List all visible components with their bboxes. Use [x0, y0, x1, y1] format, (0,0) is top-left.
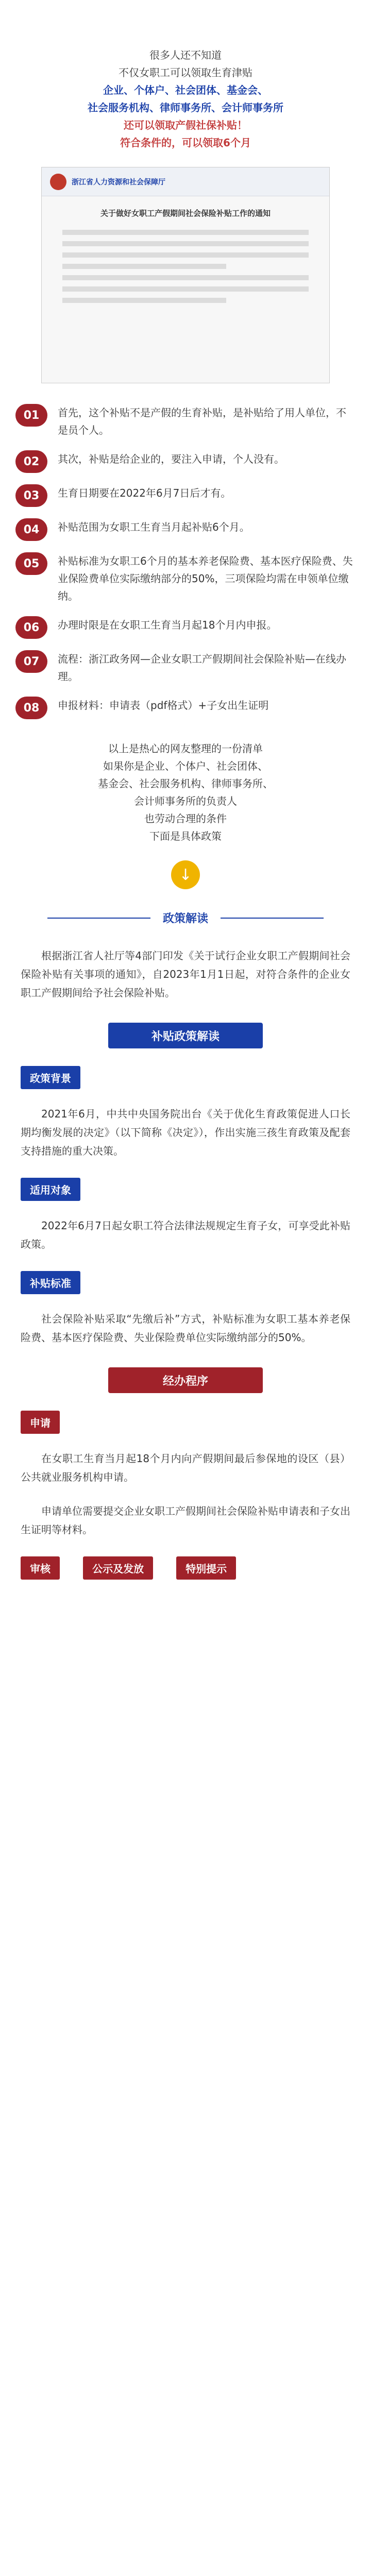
text-placeholder-line — [62, 230, 309, 235]
intro-line: 企业、个体户、社会团体、基金会、 — [103, 84, 268, 96]
text-placeholder-line — [62, 275, 309, 280]
summary-line: 以上是热心的网友整理的一份清单 — [108, 742, 263, 755]
summary-line: 会计师事务所的负责人 — [134, 795, 237, 807]
section-title-policy — [0, 905, 371, 931]
step-text: 生育日期要在2022年6月7日后才有。 — [58, 487, 231, 499]
intro-line: 不仅女职工可以领取生育津贴 — [119, 66, 252, 79]
summary-line: 下面是具体政策 — [149, 830, 222, 842]
summary-line: 如果你是企业、个体户、社会团体、 — [103, 760, 268, 772]
step-number: 06 — [15, 616, 47, 639]
divider — [221, 918, 324, 919]
section-banner-subsidy: 补贴政策解读 — [108, 1023, 263, 1048]
text-placeholder-line — [62, 252, 309, 258]
step-text: 办理时限是在女职工生育当月起18个月内申报。 — [58, 619, 277, 631]
section-tag: 特别提示 — [176, 1556, 236, 1580]
step-number: 02 — [15, 450, 47, 473]
step-number: 08 — [15, 697, 47, 719]
step-number: 01 — [15, 404, 47, 427]
step-item — [15, 404, 356, 439]
summary-line: 也劳动合理的条件 — [144, 812, 227, 825]
document-screenshot — [41, 167, 330, 383]
steps-list — [15, 404, 356, 719]
section-banner-process: 经办程序 — [108, 1367, 263, 1393]
section-tag: 补贴标准 — [21, 1271, 80, 1294]
step-item — [15, 697, 356, 719]
body-paragraph: 社会保险补贴采取“先缴后补”方式，补贴标准为女职工基本养老保险费、基本医疗保险费、失业保险费单位实际缴纳部分的50%。 — [21, 1313, 350, 1344]
section-tag: 政策背景 — [21, 1066, 80, 1089]
section-tag: 公示及发放 — [83, 1556, 153, 1580]
body-paragraph: 根据浙江省人社厅等4部门印发《关于试行企业女职工产假期间社会保险补贴有关事项的通知》，自2023年1月1日起，对符合条件的企业女职工产假期间给予社会保险补贴。 — [21, 950, 350, 999]
document-title: 关于做好女职工产假期间社会保险补贴工作的通知 — [100, 209, 271, 218]
body-paragraph: 在女职工生育当月起18个月内向产假期间最后参保地的设区（县）公共就业服务机构申请。 — [21, 1452, 350, 1483]
intro-line: 社会服务机构、律师事务所、会计师事务所 — [88, 101, 283, 114]
step-text: 流程：浙江政务网—企业女职工产假期间社会保险补贴—在线办理。 — [58, 653, 346, 683]
text-placeholder-line — [62, 241, 309, 246]
step-item — [15, 484, 356, 507]
step-item — [15, 650, 356, 685]
step-text: 补贴范围为女职工生育当月起补贴6个月。 — [58, 521, 250, 533]
chevron-down-icon: ↓ — [171, 860, 200, 889]
step-text: 补贴标准为女职工6个月的基本养老保险费、基本医疗保险费、失业保险费单位实际缴纳部分的50%，三项保险均需在申领单位缴纳。 — [58, 555, 353, 602]
document-header — [42, 167, 329, 196]
step-text: 首先，这个补贴不是产假的生育补贴，是补贴给了用人单位，不是员个人。 — [58, 406, 346, 436]
section-title-text: 政策解读 — [162, 912, 208, 925]
summary-line: 基金会、社会服务机构、律师事务所、 — [98, 777, 273, 790]
step-number: 05 — [15, 552, 47, 575]
section-tag: 审核 — [21, 1556, 60, 1580]
step-text: 申报材料：申请表（pdf格式）+子女出生证明 — [58, 699, 269, 711]
text-placeholder-line — [62, 298, 226, 303]
emblem-icon — [50, 174, 66, 190]
step-number: 04 — [15, 518, 47, 541]
step-item — [15, 552, 356, 605]
section-tag: 申请 — [21, 1411, 60, 1434]
step-item — [15, 450, 356, 473]
intro-line: 还可以领取产假社保补贴！ — [124, 119, 247, 131]
footer-space — [0, 1580, 371, 1683]
intro-block — [0, 0, 371, 151]
body-paragraph: 申请单位需要提交企业女职工产假期间社会保险补贴申请表和子女出生证明等材料。 — [21, 1505, 350, 1536]
document-site-name: 浙江省人力资源和社会保障厅 — [72, 178, 165, 187]
intro-line: 符合条件的，可以领取6个月 — [120, 137, 251, 149]
summary-block — [21, 740, 350, 845]
step-item — [15, 616, 356, 639]
step-number: 03 — [15, 484, 47, 507]
intro-line: 很多人还不知道 — [149, 49, 222, 61]
text-placeholder-line — [62, 286, 309, 292]
section-tag: 适用对象 — [21, 1178, 80, 1201]
step-text: 其次，补贴是给企业的，要注入申请，个人没有。 — [58, 453, 284, 465]
text-placeholder-line — [62, 264, 226, 269]
step-item — [15, 518, 356, 541]
divider — [47, 918, 150, 919]
step-number: 07 — [15, 650, 47, 673]
body-paragraph: 2022年6月7日起女职工符合法律法规规定生育子女，可享受此补贴政策。 — [21, 1219, 350, 1250]
body-paragraph: 2021年6月，中共中央国务院出台《关于优化生育政策促进人口长期均衡发展的决定》（以下简称《决定》），作出实施三孩生育政策及配套支持措施的重大决策。 — [21, 1108, 350, 1157]
